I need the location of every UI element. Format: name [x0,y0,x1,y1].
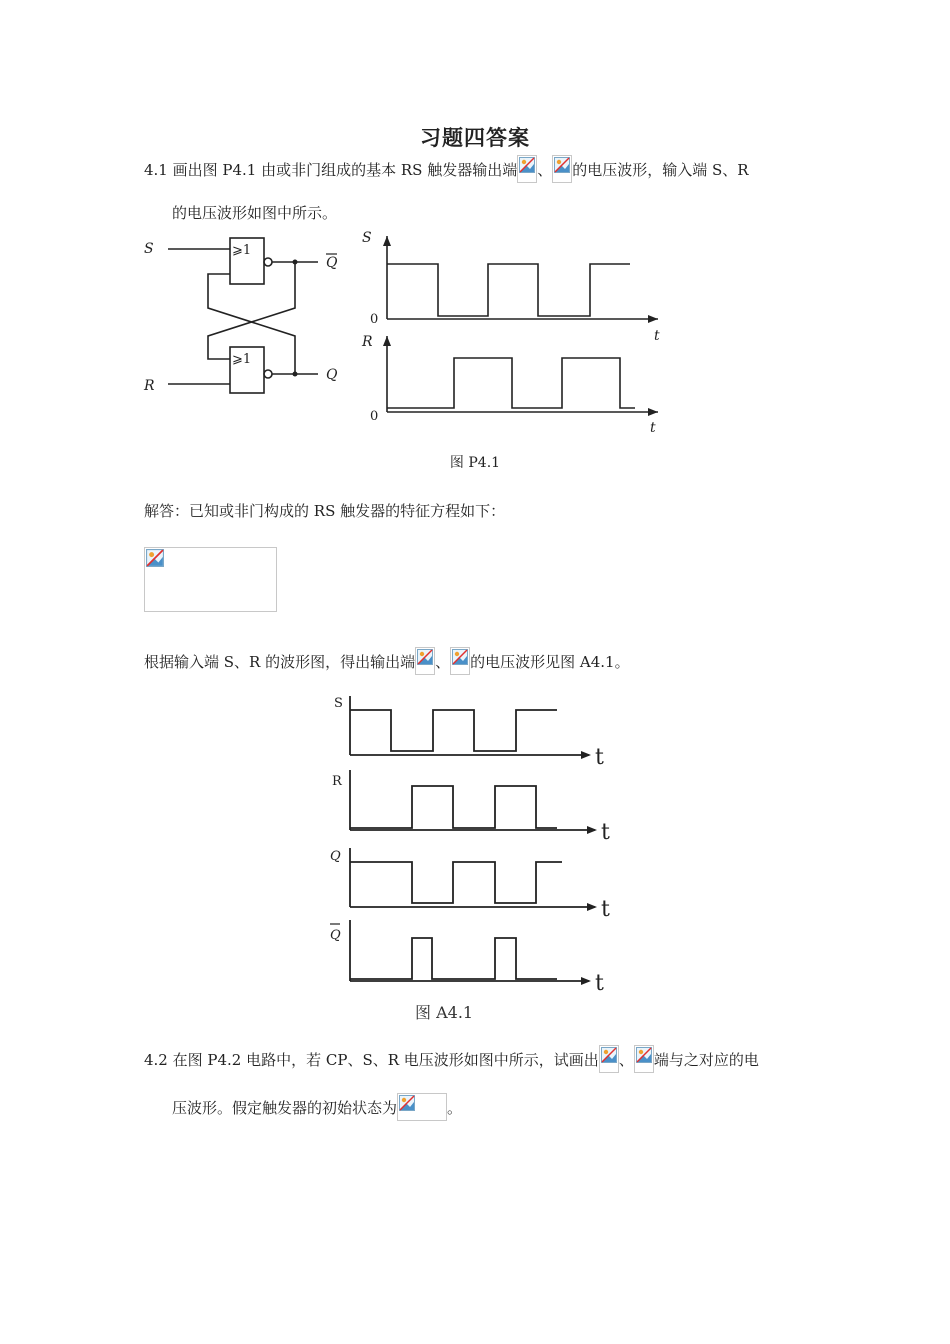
broken-image-icon [634,1045,654,1073]
fig-t-2: t [650,420,656,436]
a41-label-q: Q [330,849,341,864]
result-line [144,647,630,675]
q41-sep: 、 [537,161,553,179]
formula-image-placeholder [144,547,277,612]
fig-axis-r: R [362,334,373,350]
figure-a41-caption: 图 A4.1 [415,1003,474,1022]
broken-image-icon [517,155,537,183]
q42-sep: 、 [618,1051,634,1069]
broken-image-icon [397,1093,447,1121]
a41-t-3: t [601,897,610,922]
q41-text-a: 4.1 画出图 P4.1 由或非门组成的基本 RS 触发器输出端 [144,161,518,179]
broken-image-icon [415,647,435,675]
fig-t-1: t [654,328,660,344]
q41-line2: 的电压波形如图中所示。 [172,204,338,222]
fig-zero-2: 0 [370,409,379,424]
result-text-a: 根据输入端 S、R 的波形图，得出输出端 [144,653,416,671]
a41-t-4: t [595,971,604,996]
inverter-bubble-lower [264,370,272,378]
broken-image-icon [552,155,572,183]
a41-label-s: S [334,696,343,711]
broken-image-icon [146,549,164,567]
fig-label-r: R [144,378,155,394]
broken-image-icon [450,647,470,675]
a41-t-1: t [595,745,604,770]
result-sep: 、 [435,653,451,671]
q41-text-b: 的电压波形，输入端 S、R [572,161,749,179]
page-title: 习题四答案 [420,125,530,150]
figure-a41 [325,688,625,1026]
fig-label-qbar: Q [326,255,338,271]
a41-label-qbar: Q [330,928,341,943]
q42-text-b: 端与之对应的电 [653,1051,759,1069]
gate-label-lower: ⩾1 [232,352,252,367]
a41-t-2: t [601,820,610,845]
fig-zero-1: 0 [370,312,379,327]
q42-line2 [172,1093,462,1121]
gate-label-upper: ⩾1 [232,243,252,258]
figure-p41 [140,224,670,444]
a41-label-r: R [332,774,342,789]
q42-text-a: 4.2 在图 P4.2 电路中，若 CP、S、R 电压波形如图中所示，试画出 [144,1051,599,1069]
result-text-b: 的电压波形见图 A4.1。 [470,653,630,671]
q41-line1 [144,155,749,183]
broken-image-icon [599,1045,619,1073]
q42-line1 [144,1045,759,1073]
q42-text-d: 。 [447,1099,463,1117]
answer-intro: 解答：已知或非门构成的 RS 触发器的特征方程如下： [144,502,506,520]
fig-label-s: S [144,241,154,257]
fig-axis-s: S [362,230,372,246]
q42-text-c: 压波形。假定触发器的初始状态为 [172,1099,398,1117]
inverter-bubble-upper [264,258,272,266]
figure-p41-caption: 图 P4.1 [449,455,501,471]
fig-label-q: Q [326,367,338,383]
